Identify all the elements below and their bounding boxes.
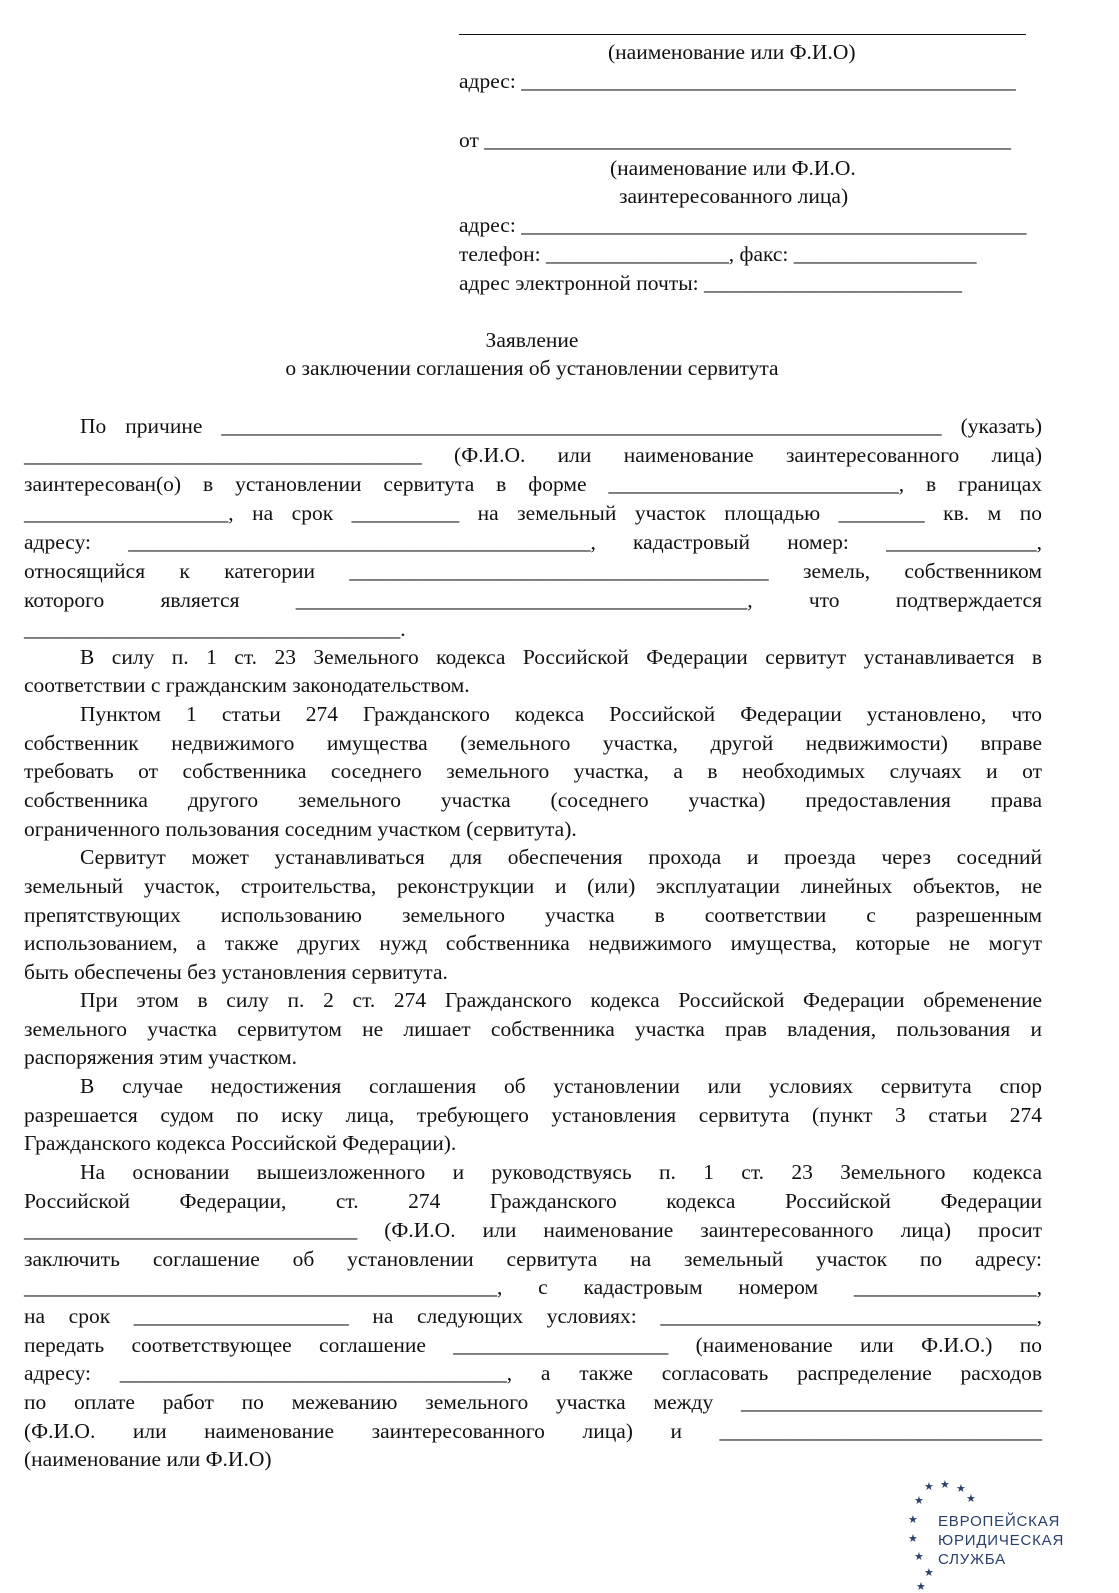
body-line: адресу: ____________________________________, а также согласовать распределение расходов — [24, 1361, 1042, 1385]
svg-text:★: ★ — [966, 1492, 976, 1505]
svg-text:★: ★ — [924, 1566, 934, 1579]
body-line: Сервитут может устанавливаться для обеспечения прохода и проезда через соседний — [80, 845, 1042, 869]
body-line: Пунктом 1 статьи 274 Гражданского кодекса Российской Федерации установлено, что — [80, 702, 1042, 726]
recipient-name-line — [459, 34, 1026, 35]
svg-text:★: ★ — [916, 1580, 926, 1593]
logo-line-3: СЛУЖБА — [938, 1551, 1006, 1568]
svg-text:★: ★ — [940, 1478, 950, 1491]
body-line: на срок ____________________ на следующих условиях: ___________________________________, — [24, 1304, 1042, 1328]
from-caption-2: заинтересованного лица) — [619, 184, 849, 208]
body-line: быть обеспечены без установления сервитута. — [24, 960, 448, 984]
body-line: ограниченного пользования соседним участком (сервитута). — [24, 817, 577, 841]
recipient-address: адрес: ______________________________________________ — [459, 69, 1016, 93]
body-line: собственника другого земельного участка (соседнего участка) предоставления права — [24, 788, 1042, 812]
body-line: (наименование или Ф.И.О) — [24, 1447, 272, 1471]
body-line: относящийся к категории _______________________________________ земель, собственником — [24, 559, 1042, 583]
body-line: На основании вышеизложенного и руководствуясь п. 1 ст. 23 Земельного кодекса — [80, 1160, 1042, 1184]
body-line: по оплате работ по межеванию земельного участка между ____________________________ — [24, 1390, 1042, 1414]
recipient-caption: (наименование или Ф.И.О) — [608, 40, 856, 64]
body-line: адресу: ___________________________________________, кадастровый номер: ______________, — [24, 530, 1042, 554]
body-line: заинтересован(о) в установлении сервитута в форме ___________________________, в границах — [24, 472, 1042, 496]
body-line: В силу п. 1 ст. 23 Земельного кодекса Российской Федерации сервитут устанавливается в — [80, 645, 1042, 669]
svg-text:★: ★ — [908, 1513, 918, 1526]
svg-text:★: ★ — [908, 1532, 918, 1545]
body-line: земельного участка сервитутом не лишает собственника участка прав владения, пользования и — [24, 1017, 1042, 1041]
body-line: разрешается судом по иску лица, требующего установления сервитута (пункт 3 статьи 274 — [24, 1103, 1042, 1127]
phone-fax: телефон: _________________, факс: _________________ — [459, 242, 977, 266]
svg-text:★: ★ — [956, 1482, 966, 1495]
document-subtitle: о заключении соглашения об установлении сервитута — [285, 356, 779, 380]
logo-line-2: ЮРИДИЧЕСКАЯ — [938, 1532, 1065, 1549]
body-line: которого является __________________________________________, что подтверждается — [24, 588, 1042, 612]
from-address: адрес: _______________________________________________ — [459, 213, 1027, 237]
company-logo — [906, 1476, 1096, 1593]
body-line: Гражданского кодекса Российской Федерации). — [24, 1131, 457, 1155]
body-line: препятствующих использованию земельного участка в соответствии с разрешенным — [24, 903, 1042, 927]
body-line: ___________________________________. — [24, 617, 406, 641]
body-line: В случае недостижения соглашения об установлении или условиях сервитута спор — [80, 1074, 1042, 1098]
body-line: ___________________, на срок __________ на земельный участок площадью ________ кв. м по — [24, 501, 1042, 525]
body-line: ____________________________________________, с кадастровым номером _________________, — [24, 1275, 1042, 1299]
body-line: При этом в силу п. 2 ст. 274 Гражданского кодекса Российской Федерации обременение — [80, 988, 1042, 1012]
svg-text:★: ★ — [914, 1550, 924, 1563]
body-line: требовать от собственника соседнего земельного участка, а в необходимых случаях и от — [24, 759, 1042, 783]
document-title: Заявление — [485, 328, 579, 352]
svg-text:★: ★ — [914, 1494, 924, 1507]
logo-text — [938, 1512, 1098, 1569]
body-line: соответствии с гражданским законодательством. — [24, 673, 470, 697]
logo-line-1: ЕВРОПЕЙСКАЯ — [938, 1513, 1061, 1530]
body-line: _____________________________________ (Ф.И.О. или наименование заинтересованного лица) — [24, 443, 1042, 467]
body-line: По причине ___________________________________________________________________ (указать) — [80, 414, 1042, 438]
body-line: земельный участок, строительства, реконструкции и (или) эксплуатации линейных объектов, не — [24, 874, 1042, 898]
body-line: (Ф.И.О. или наименование заинтересованного лица) и ______________________________ — [24, 1419, 1042, 1443]
body-line: собственник недвижимого имущества (земельного участка, другой недвижимости) вправе — [24, 731, 1042, 755]
body-line: передать соответствующее соглашение ____________________ (наименование или Ф.И.О.) по — [24, 1333, 1042, 1357]
body-line: _______________________________ (Ф.И.О. или наименование заинтересованного лица) просит — [24, 1218, 1042, 1242]
from-line: от _________________________________________________ — [459, 128, 1011, 152]
body-line: заключить соглашение об установлении сервитута на земельный участок по адресу: — [24, 1247, 1042, 1271]
body-line: Российской Федерации, ст. 274 Гражданского кодекса Российской Федерации — [24, 1189, 1042, 1213]
body-line: использованием, а также других нужд собственника недвижимого имущества, которые не могут — [24, 931, 1042, 955]
svg-text:★: ★ — [924, 1480, 934, 1493]
body-line: распоряжения этим участком. — [24, 1045, 297, 1069]
email-line: адрес электронной почты: ________________________ — [459, 271, 963, 295]
from-caption-1: (наименование или Ф.И.О. — [610, 156, 856, 180]
